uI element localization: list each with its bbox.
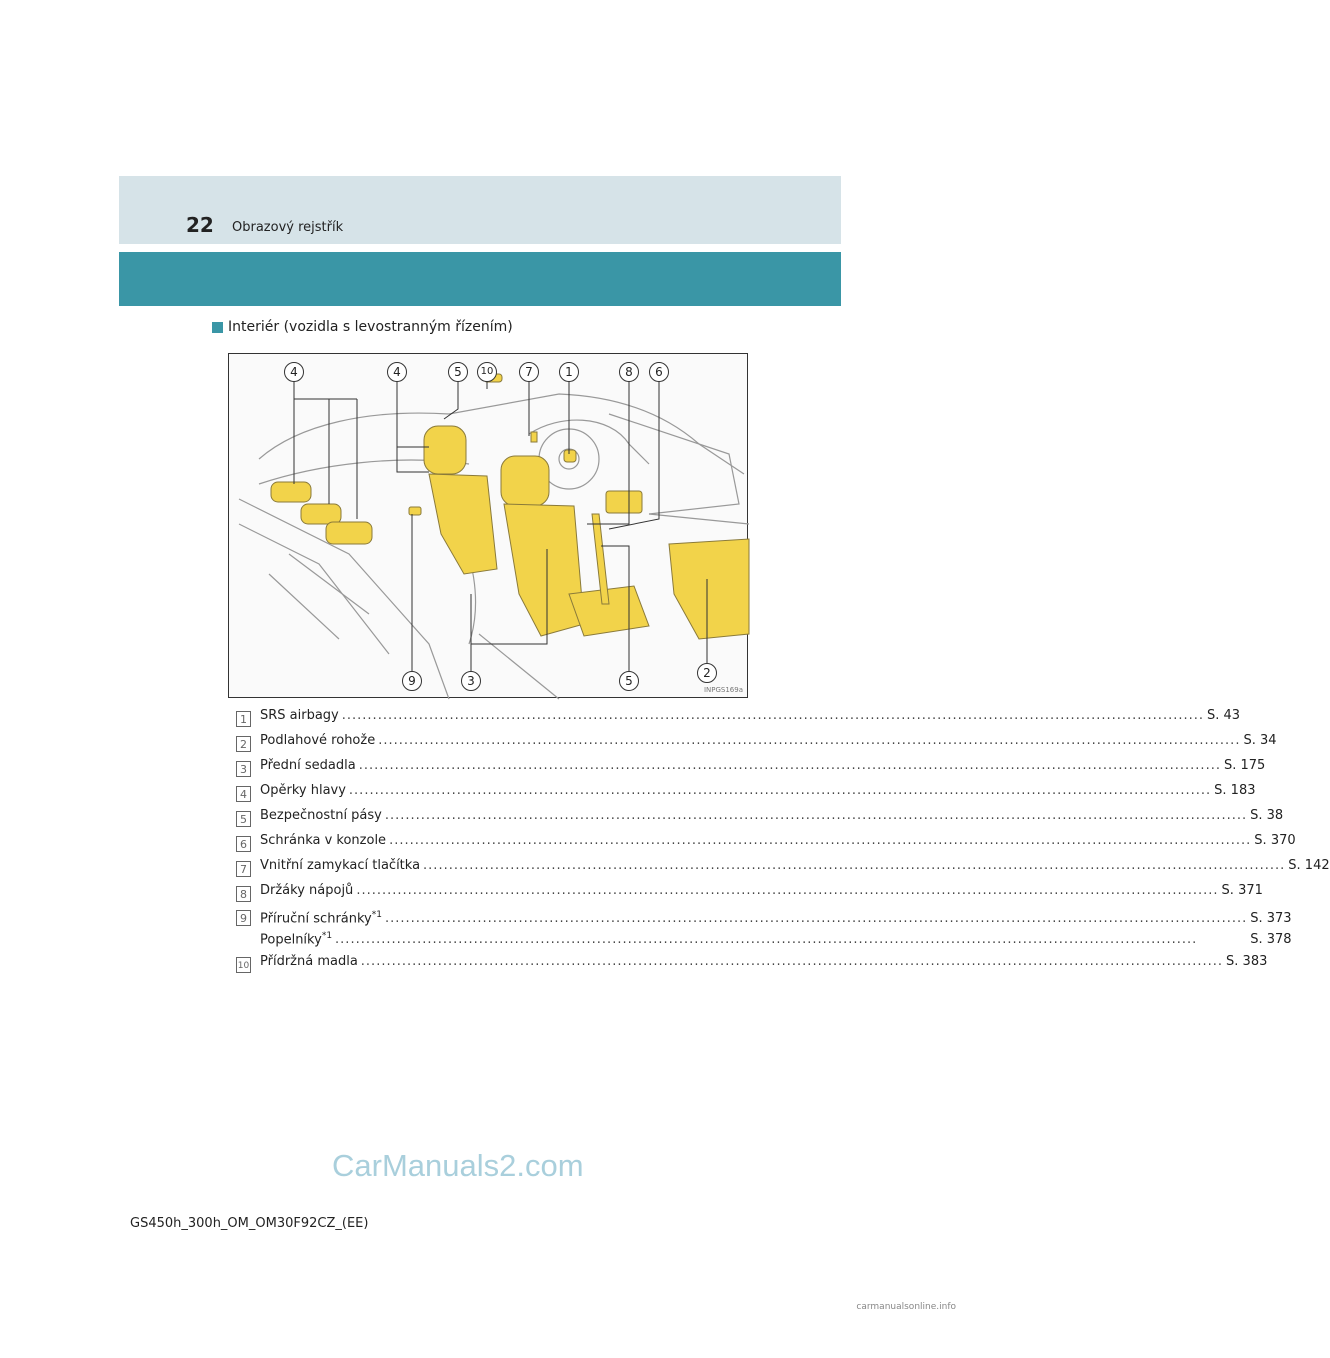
item-label: Držáky nápojů [260, 883, 354, 898]
callout-8: 8 [619, 362, 639, 382]
watermark-logo: CarManuals2.com [332, 1148, 584, 1183]
leader-dots [359, 758, 1221, 773]
callout-5a: 5 [448, 362, 468, 382]
callout-3: 3 [461, 671, 481, 691]
callout-9: 9 [402, 671, 422, 691]
callout-4b: 4 [387, 362, 407, 382]
leader-dots [423, 858, 1285, 873]
section-title: Obrazový rejstřík [232, 220, 344, 235]
footer-code: GS450h_300h_OM_OM30F92CZ_(EE) [130, 1216, 369, 1231]
list-item [236, 706, 1241, 731]
page-reference[interactable]: S. 38 [1250, 808, 1284, 823]
item-label: Podlahové rohože [260, 733, 376, 748]
page-reference[interactable]: S. 175 [1223, 758, 1266, 773]
page-reference[interactable]: S. 43 [1207, 708, 1241, 723]
list-item [236, 781, 1256, 806]
item-label: Přední sedadla [260, 758, 356, 773]
leader-dots [378, 733, 1240, 748]
page-reference[interactable]: S. 34 [1243, 733, 1277, 748]
car-interior-drawing [229, 354, 749, 699]
item-number: 4 [236, 786, 251, 802]
list-item [236, 731, 1277, 756]
list-item [236, 952, 1268, 977]
item-number: 10 [236, 957, 251, 973]
item-number: 1 [236, 711, 251, 727]
list-item [236, 806, 1284, 831]
section-color-bar [119, 252, 841, 306]
leader-dots [335, 932, 1247, 947]
page-reference[interactable]: S. 373 [1250, 911, 1292, 927]
item-label: Opěrky hlavy [260, 783, 346, 798]
page-reference[interactable]: S. 183 [1214, 783, 1256, 798]
index-list [236, 706, 1330, 977]
list-item [236, 881, 1263, 906]
leader-dots [385, 911, 1247, 926]
leader-dots [349, 783, 1211, 798]
callout-6: 6 [649, 362, 669, 382]
page-reference[interactable]: S. 378 [1250, 932, 1292, 948]
leader-dots [361, 954, 1223, 969]
callout-1: 1 [559, 362, 579, 382]
leader-dots [342, 708, 1204, 723]
leader-dots [389, 833, 1251, 848]
interior-illustration [228, 353, 748, 698]
item-number: 3 [236, 761, 251, 777]
list-item [236, 756, 1266, 781]
callout-4a: 4 [284, 362, 304, 382]
item-label: Bezpečnostní pásy [260, 808, 382, 823]
callout-7: 7 [519, 362, 539, 382]
site-watermark: carmanualsonline.info [856, 1302, 956, 1312]
subheading [212, 319, 513, 335]
item-number: 9 [236, 910, 251, 926]
subheading-text: Interiér (vozidla s levostranným řízením) [228, 319, 513, 335]
figure-code: INPGS169a [703, 686, 743, 694]
page-reference[interactable]: S. 383 [1226, 954, 1268, 969]
leader-dots [356, 883, 1218, 898]
callout-5b: 5 [619, 671, 639, 691]
page-number: 22 [186, 213, 214, 237]
page-reference[interactable]: S. 142 [1288, 858, 1330, 873]
item-number: 2 [236, 736, 251, 752]
square-bullet-icon [212, 322, 223, 333]
callout-10: 10 [477, 362, 497, 382]
item-label: Příruční schránky$^{*1}$ [260, 910, 382, 927]
item-label: Vnitřní zamykací tlačítka [260, 858, 421, 873]
item-label: SRS airbagy [260, 708, 339, 723]
list-item [236, 831, 1296, 856]
header-band [119, 176, 841, 244]
page-reference[interactable]: S. 371 [1221, 883, 1263, 898]
list-item [236, 906, 1292, 952]
highlighted-parts [271, 374, 749, 639]
item-label: Přídržná madla [260, 954, 358, 969]
item-number: 7 [236, 861, 251, 877]
leader-dots [385, 808, 1247, 823]
item-number: 6 [236, 836, 251, 852]
page-reference[interactable]: S. 370 [1254, 833, 1296, 848]
item-number: 8 [236, 886, 251, 902]
item-label: Popelníky$^{*1}$ [260, 931, 333, 948]
item-number: 5 [236, 811, 251, 827]
list-item [236, 856, 1330, 881]
callout-2: 2 [697, 663, 717, 683]
item-label: Schránka v konzole [260, 833, 387, 848]
